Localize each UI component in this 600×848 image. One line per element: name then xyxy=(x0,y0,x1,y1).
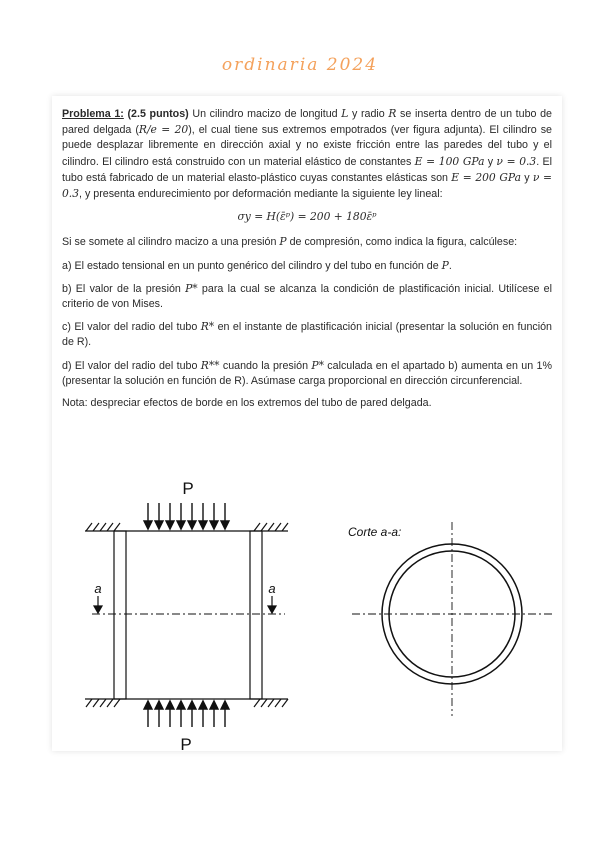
math-Pstar: P* xyxy=(185,281,198,295)
math-Rstar: R* xyxy=(200,320,215,334)
cross-section xyxy=(352,522,552,716)
cut-label: Corte a-a: xyxy=(348,525,402,539)
section-label-left: a xyxy=(94,581,102,596)
bottom-load-arrows xyxy=(144,701,229,727)
text-run: cuando la presión xyxy=(219,359,312,372)
text-run: a) El estado tensional en un punto genérico del cilindro y del tubo en función de xyxy=(62,259,442,272)
text-run: en el instante de plastificación inicial (presentar la solución en función de R). xyxy=(62,321,552,349)
text-run: de compresión, como indica la figura, calcúlese: xyxy=(286,236,518,249)
math-nu-tube: ν = 0.3 xyxy=(62,170,553,201)
text-run: . xyxy=(448,259,452,272)
text-run: d) El valor del radio del tubo xyxy=(62,359,201,372)
section-label-right: a xyxy=(268,581,276,596)
text-run: y radio xyxy=(348,108,389,120)
section-arrowhead-left xyxy=(94,606,102,613)
load-label-top: P xyxy=(182,479,194,498)
text-run: y xyxy=(484,155,497,168)
text-run: se inserta dentro de un tubo de pared delgada ( xyxy=(62,108,552,137)
text-run: , y presenta endurecimiento por deformación mediante la siguiente ley lineal: xyxy=(79,188,443,201)
text-run: calculada en el apartado b) aumenta en un 1% (presentar la solución en función de R). Asúmase carga proporcional en dirección circunferencial. xyxy=(62,359,552,387)
top-wall-hatch-right xyxy=(254,523,288,531)
math-ratio: R/e = 20 xyxy=(138,123,189,137)
text-run: y xyxy=(521,171,533,184)
text-run: . El tubo está fabricado de un material elasto-plástico cuyas constantes elásticas son xyxy=(62,155,552,184)
page-header: ordinaria 2024 xyxy=(221,55,379,75)
problem-points: (2.5 puntos) xyxy=(127,108,189,120)
bottom-wall-hatch-right xyxy=(254,699,288,707)
tube-wall-right xyxy=(250,531,262,699)
text-run: para la cual se alcanza la condición de plastificación inicial. Utilícese el criterio de von Mises. xyxy=(62,282,552,311)
math-P: P xyxy=(279,235,287,249)
math-nu-cylinder: ν = 0.3 xyxy=(496,154,537,168)
bottom-wall-hatch-left xyxy=(86,699,120,707)
problem-title: Problema 1: xyxy=(62,108,124,120)
math-E-tube: E = 200 GPa xyxy=(451,170,522,184)
note: Nota: despreciar efectos de borde en los extremos del tubo de pared delgada. xyxy=(62,397,432,410)
text-run: b) El valor de la presión xyxy=(62,282,186,295)
math-P: P xyxy=(441,258,449,272)
math-E-cylinder: E = 100 GPa xyxy=(414,154,485,168)
section-arrowhead-right xyxy=(268,606,276,613)
text-run: Si se somete al cilindro macizo a una presión xyxy=(62,236,280,249)
math-Pstar: P* xyxy=(311,358,324,372)
top-wall-hatch-left xyxy=(86,523,120,531)
math-Rstar2: R** xyxy=(200,358,220,372)
text-run: ), el cual tiene sus extremos empotrados (ver figura adjunta). El cilindro se puede desplazar libremente en dirección axial y no existe fricción entre las paredes del tubo y el cilindro. El cilindro está construido con un material elástico de constantes xyxy=(62,124,552,168)
tube-wall-left xyxy=(114,531,126,699)
text-run: Un cilindro macizo de longitud xyxy=(188,108,342,120)
hardening-law: σy = H(ε̄ᵖ) = 200 + 180ε̄ᵖ xyxy=(237,210,377,224)
math-R: R xyxy=(388,107,397,120)
top-load-arrows xyxy=(144,503,229,529)
load-label-bottom: P xyxy=(180,735,192,754)
text-run: c) El valor del radio del tubo xyxy=(62,321,201,334)
math-L: L xyxy=(341,107,349,120)
